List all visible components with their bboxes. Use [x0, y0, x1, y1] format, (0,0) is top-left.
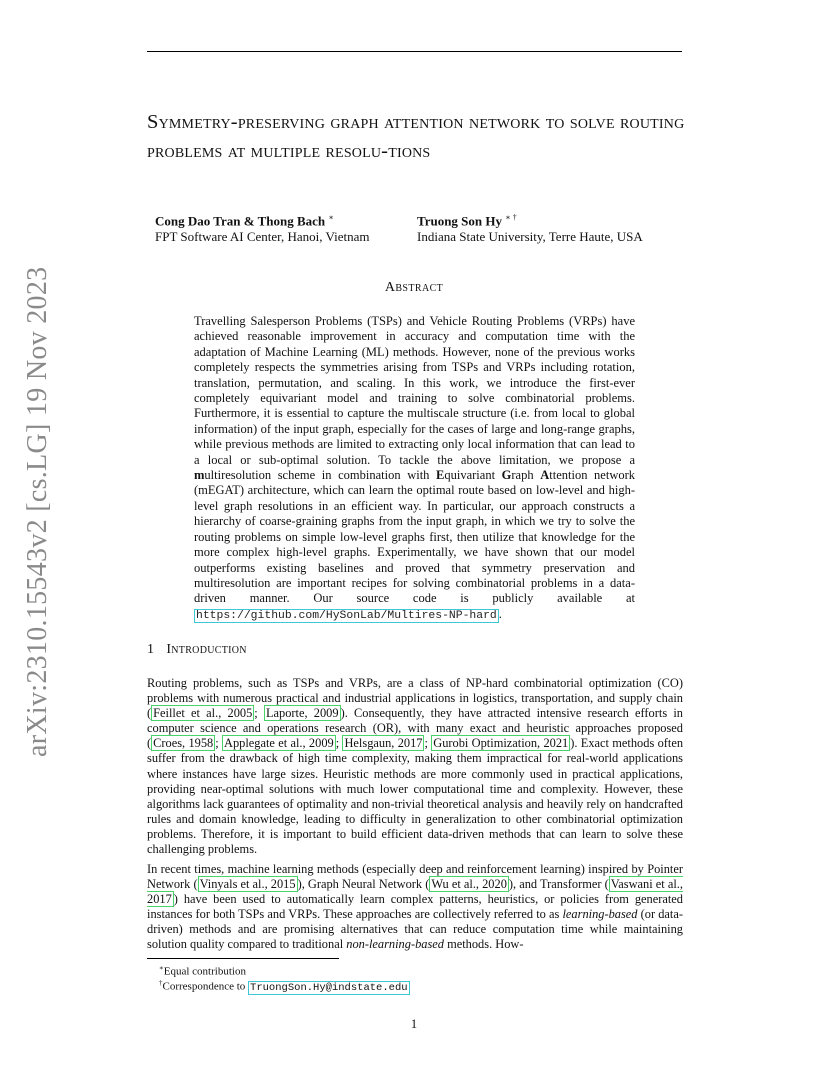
citation-link[interactable]: Gurobi Optimization, 2021	[433, 736, 569, 751]
citation-link[interactable]: Croes, 1958	[153, 736, 214, 751]
intro-paragraph-2: In recent times, machine learning methods (especially deep and reinforcement learning) inspired by Pointer Network ( Vinyals et al., 2015 ), Graph Neural Network ( Wu et al., 2020 ), and Transformer ( Vaswani et al., 2017 ) have been used to automatically learn complex patterns, heuristics, or policies from generated instances for both TSPs and VRPs. These approaches are collectively referred to as learning-based (or data-driven) methods and are promising alternatives that can reduce computation time while maintaining solution quality compared to traditional non-learning-based methods. How-	[147, 862, 683, 952]
author-marks: ∗ †	[505, 213, 517, 222]
paper-title: Symmetry-preserving graph attention network to solve routing problems at multiple resolu-tions	[147, 111, 685, 162]
citation-link[interactable]: Applegate et al., 2009	[224, 736, 334, 751]
author-names: Cong Dao Tran & Thong Bach	[155, 213, 326, 229]
footnote-correspondence: †Correspondence to TruongSon.Hy@indstate.edu	[159, 979, 408, 994]
author-block-left	[155, 210, 370, 245]
section-title: Introduction	[166, 642, 247, 657]
author-marks: ∗	[328, 213, 334, 222]
page-number: 1	[410, 1017, 418, 1031]
intro-paragraph-1: Routing problems, such as TSPs and VRPs, are a class of NP-hard combinatorial optimization (CO) problems with numerous practical and industrial applications in logistics, transportation, and supply chain ( Feillet et al., 2005 ; Laporte, 2009 ). Consequently, they have attracted intensive research efforts in computer science and operations research (OR), with many exact and heuristic approaches proposed ( Croes, 1958 ; Applegate et al., 2009 ; Helsgaun, 2017 ; Gurobi Optimization, 2021 ). Exact methods often suffer from the drawback of high time complexity, making them impractical for real-world applications where instances have large sizes. Heuristic methods are more commonly used in practical applications, providing near-optimal solutions with much lower computational time and complexity. However, these algorithms lack guarantees of optimality and non-trivial theoretical analysis and heavily rely on handcrafted rules and domain knowledge, leading to difficulty in generalization to other combinatorial optimization problems. Therefore, it is important to build efficient data-driven methods that can learn to solve these challenging problems.	[147, 676, 684, 857]
abstract-text: Travelling Salesperson Problems (TSPs) and Vehicle Routing Problems (VRPs) have achieved reasonable improvement in accuracy and computation time with the adaptation of Machine Learning (ML) methods. However, none of the previous works completely respects the symmetries arising from TSPs and VRPs including rotation, translation, permutation, and scaling. In this work, we introduce the first-ever completely equivariant model and training to solve combinatorial problems. Furthermore, it is essential to capture the multiscale structure (i.e. from local to global information) of the input graph, especially for the cases of large and long-range graphs, while previous methods are limited to extracting only local information that can lead to a local or sub-optimal solution. To tackle the above limitation, we propose a multiresolution scheme in combination with Equivariant Graph Attention network (mEGAT) architecture, which can learn the optimal route based on low-level and high-level graph resolutions in an efficient way. In particular, our approach constructs a hierarchy of coarse-graining graphs from the input graph, in which we try to solve the routing problems on simple low-level graphs first, then utilize that knowledge for the more complex high-level graphs. Experimentally, we have shown that our model outperforms existing baselines and proved that symmetry preservation and multiresolution are important recipes for solving combinatorial problems in a data-driven manner. Our source code is publicly available at https://github.com/HySonLab/Multires-NP-hard .	[194, 314, 636, 622]
citation-link[interactable]: Wu et al., 2020	[431, 877, 507, 892]
arxiv-identifier-stamp: arXiv:2310.15543v2 [cs.LG] 19 Nov 2023	[22, 266, 53, 757]
email-link[interactable]: TruongSon.Hy@indstate.edu	[250, 981, 408, 994]
source-code-link[interactable]: https://github.com/HySonLab/Multires-NP-hard	[196, 609, 497, 622]
footnote-rule	[147, 958, 339, 959]
footnote-equal-contribution: ∗Equal contribution	[159, 964, 246, 978]
author-names: Truong Son Hy	[417, 213, 503, 229]
author-block-right	[417, 210, 643, 245]
citation-link[interactable]: Feillet et al., 2005	[153, 706, 253, 721]
section-heading-introduction	[147, 642, 247, 658]
citation-link[interactable]: Vaswani et al., 2017	[147, 877, 683, 907]
section-number: 1	[147, 642, 155, 657]
abstract-heading: Abstract	[384, 280, 444, 295]
author-affiliation: FPT Software AI Center, Hanoi, Vietnam	[155, 229, 370, 245]
header-rule	[147, 51, 682, 52]
citation-link[interactable]: Vinyals et al., 2015	[199, 877, 296, 892]
citation-link[interactable]: Laporte, 2009	[265, 706, 339, 721]
author-affiliation: Indiana State University, Terre Haute, USA	[417, 229, 643, 245]
citation-link[interactable]: Helsgaun, 2017	[344, 736, 423, 751]
